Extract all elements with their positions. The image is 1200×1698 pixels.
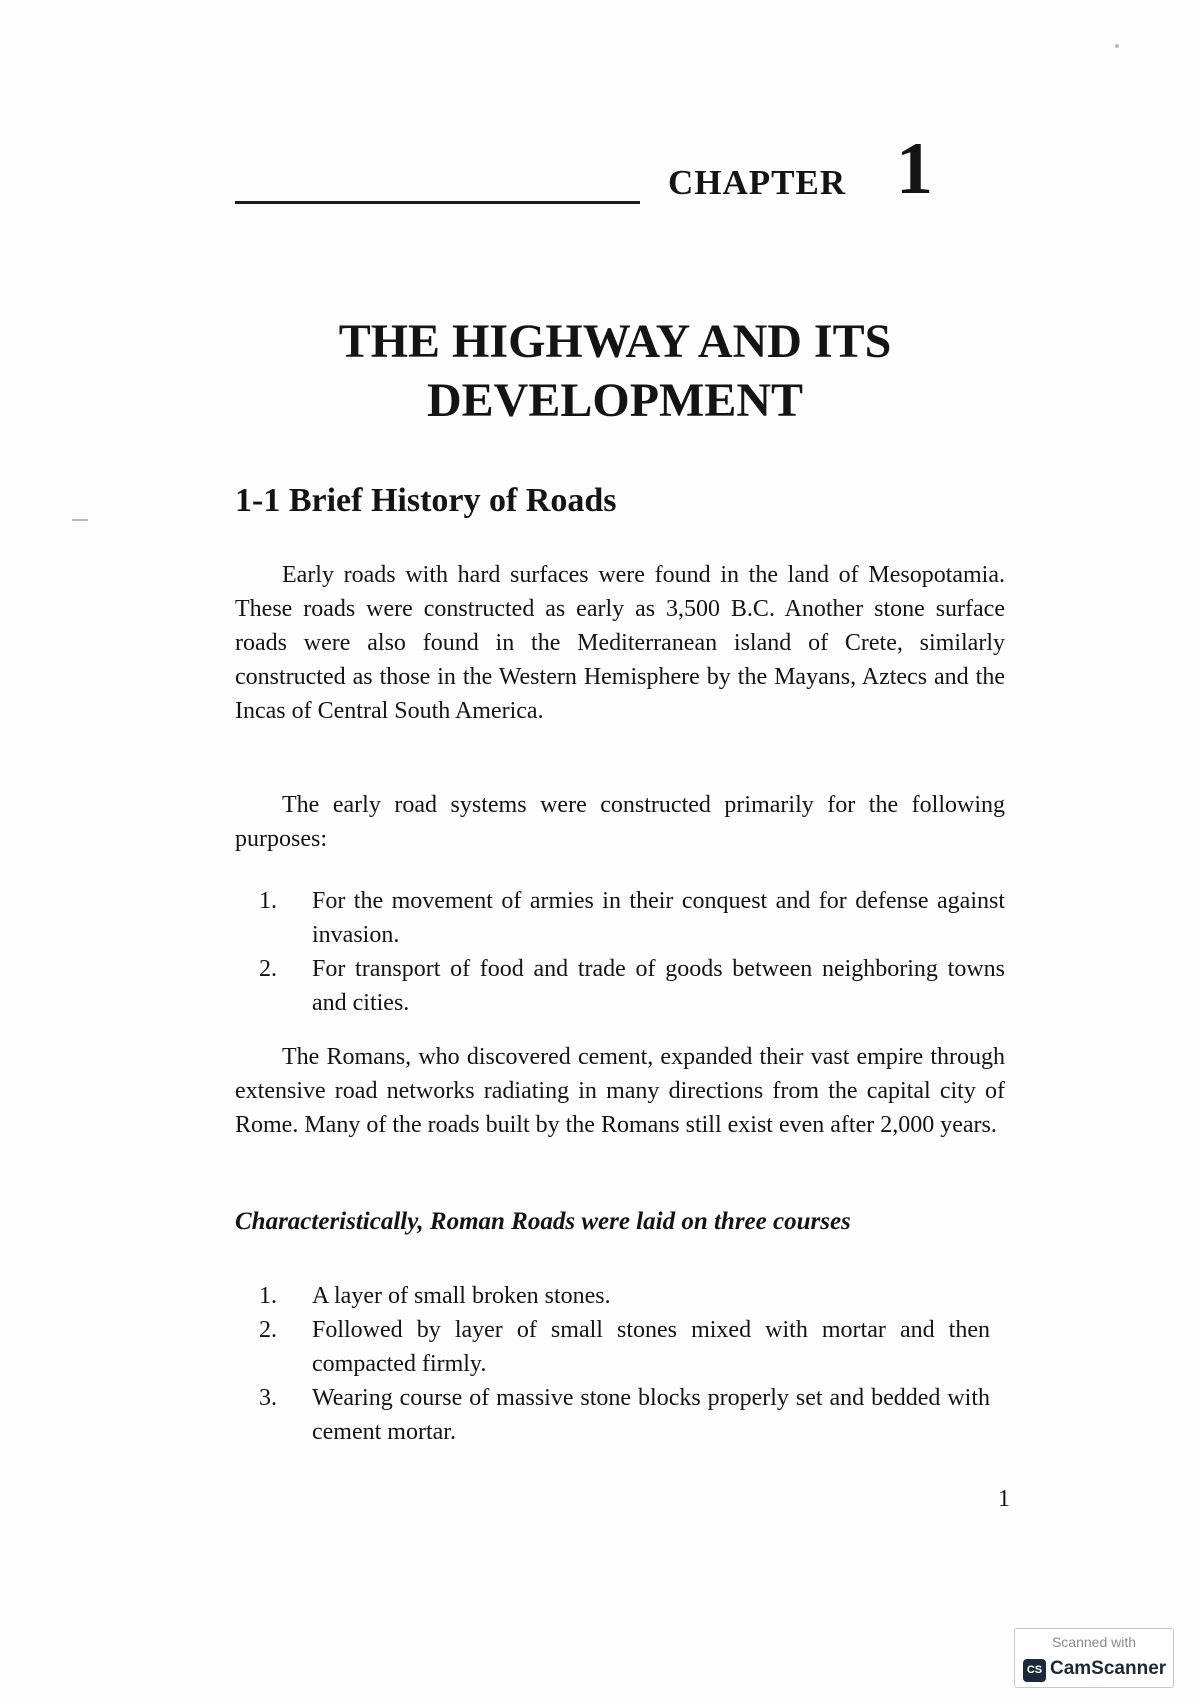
chapter-label: CHAPTER [668, 163, 847, 202]
list-item [255, 1279, 990, 1313]
scanner-caption: Scanned with [1051, 1634, 1137, 1650]
scan-speck [1115, 44, 1119, 48]
scanner-brand: CamScanner [1050, 1658, 1167, 1679]
paragraph-romans: The Romans, who discovered cement, expanded their vast empire through extensive road networks radiating in many directions from the capital city of Rome. Many of the roads built by the Romans still exist even after 2,000 years. [235, 1044, 1005, 1138]
camscanner-logo-icon: CS [1023, 1659, 1046, 1682]
list-item-number: 2. [259, 1317, 277, 1343]
list-item-number: 1. [259, 1283, 277, 1309]
list-item-number: 2. [259, 956, 277, 982]
chapter-number: 1 [896, 128, 933, 210]
scan-speck [72, 519, 88, 521]
list-item-text: For transport of food and trade of goods between neighboring towns and cities. [312, 956, 1005, 1016]
list-item [255, 952, 1005, 1020]
page-number: 1 [998, 1486, 1010, 1512]
list-item-text: A layer of small broken stones. [312, 1283, 611, 1309]
chapter-title-line2: DEVELOPMENT [426, 374, 804, 427]
courses-list [255, 1279, 990, 1449]
chapter-title-line1: THE HIGHWAY AND ITS [338, 315, 892, 368]
chapter-rule [235, 201, 640, 204]
roman-roads-heading: Characteristically, Roman Roads were laid on three courses [235, 1208, 851, 1235]
list-item [255, 1313, 990, 1381]
list-item-number: 1. [259, 888, 277, 914]
list-item-number: 3. [259, 1385, 277, 1411]
list-item [255, 1381, 990, 1449]
list-item-text: Followed by layer of small stones mixed with mortar and then compacted firmly. [312, 1317, 990, 1377]
list-item-text: Wearing course of massive stone blocks properly set and bedded with cement mortar. [312, 1385, 990, 1445]
purposes-list [255, 884, 1005, 1020]
scanner-watermark [1014, 1628, 1174, 1688]
paragraph-purposes-intro: The early road systems were constructed primarily for the following purposes: [235, 792, 1005, 852]
chapter-title [235, 312, 995, 430]
list-item [255, 884, 1005, 952]
paragraph-early-roads: Early roads with hard surfaces were found in the land of Mesopotamia. These roads were constructed as early as 3,500 B.C. Another stone surface roads were also found in the Mediterranean island of Crete, similarly constructed as those in the Western Hemisphere by the Mayans, Aztecs and the Incas of Central South America. [235, 562, 1005, 724]
section-heading: 1-1 Brief History of Roads [235, 482, 617, 519]
list-item-text: For the movement of armies in their conquest and for defense against invasion. [312, 888, 1005, 948]
